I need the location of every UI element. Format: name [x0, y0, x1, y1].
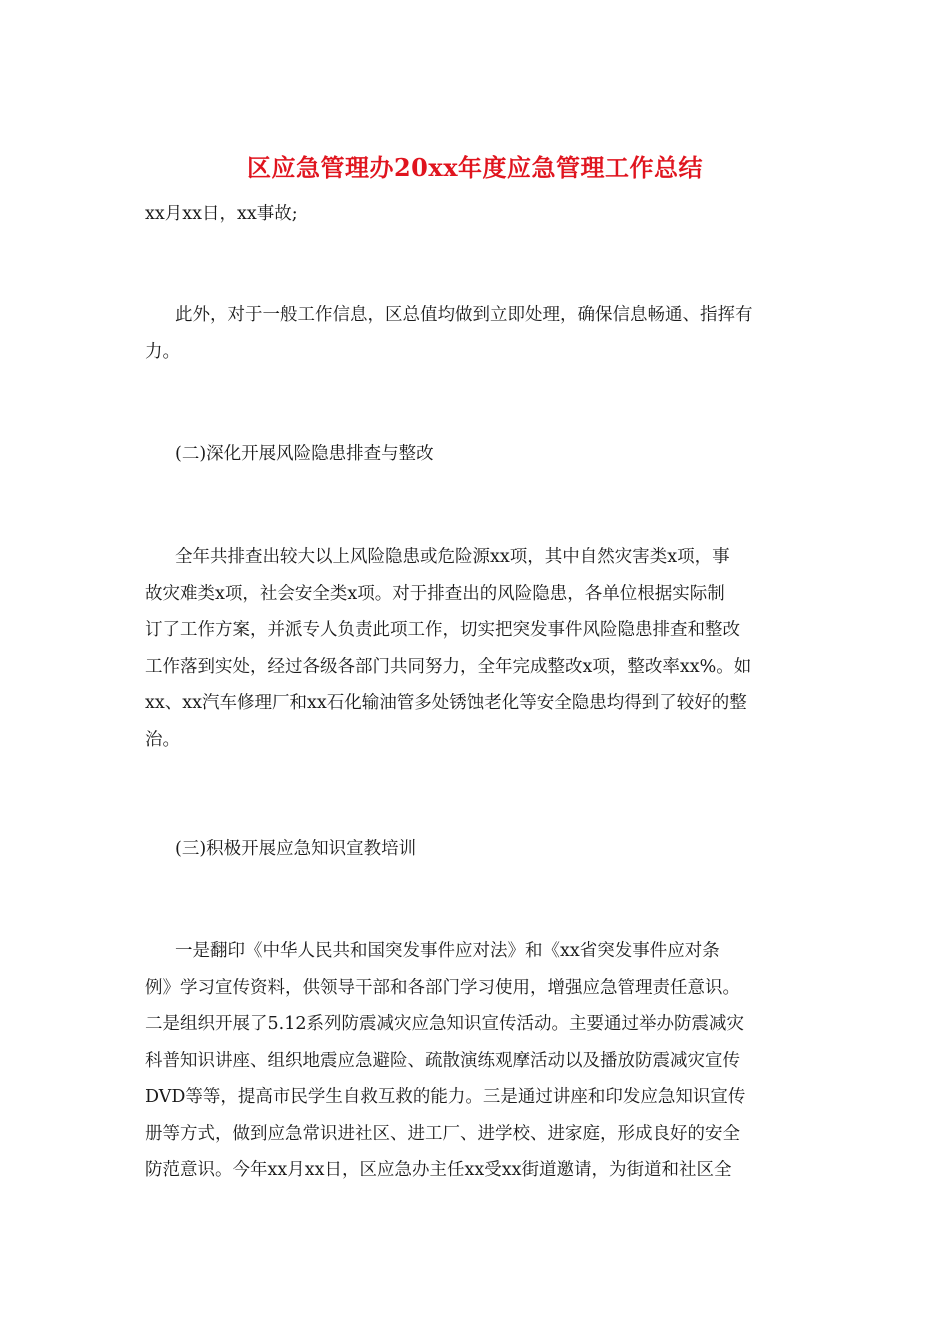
section-heading-2: (二)深化开展风险隐患排查与整改: [175, 444, 434, 464]
document-title: 区应急管理办20xx年度应急管理工作总结: [246, 153, 703, 182]
section-heading-2-block: [145, 436, 810, 473]
paragraph-info: [145, 297, 810, 370]
paragraph-line: 防范意识。今年xx月xx日，区应急办主任xx受xx街道邀请，为街道和社区全: [145, 1160, 732, 1180]
paragraph-line: 故灾难类x项，社会安全类x项。对于排查出的风险隐患，各单位根据实际制: [145, 583, 725, 604]
section-heading-3-block: [145, 831, 810, 868]
paragraph-line: xx、xx汽车修理厂和xx石化输油管多处锈蚀老化等安全隐患均得到了较好的整: [145, 693, 747, 713]
paragraph-line: 此外，对于一般工作信息，区总值均做到立即处理，确保信息畅通、指挥有: [175, 305, 753, 325]
paragraph-risk: [145, 539, 810, 758]
paragraph-line: 订了工作方案，并派专人负责此项工作，切实把突发事件风险隐患排查和整改: [145, 620, 740, 640]
paragraph-line: 二是组织开展了5.12系列防震减灾应急知识宣传活动。主要通过举办防震减灾: [145, 1014, 744, 1034]
paragraph-line: 力。: [145, 341, 180, 362]
intro-line-block: [145, 196, 810, 233]
paragraph-line: 科普知识讲座、组织地震应急避险、疏散演练观摩活动以及播放防震减灾宣传: [145, 1050, 740, 1071]
paragraph-line: 全年共排查出较大以上风险隐患或危险源xx项，其中自然灾害类x项，事: [175, 547, 730, 567]
paragraph-training: [145, 933, 810, 1189]
section-heading-3: (三)积极开展应急知识宣教培训: [175, 839, 417, 859]
paragraph-line: 一是翻印《中华人民共和国突发事件应对法》和《xx省突发事件应对条: [175, 941, 720, 961]
paragraph-line: DVD等等，提高市民学生自救互救的能力。三是通过讲座和印发应急知识宣传: [145, 1087, 746, 1107]
paragraph-line: 例》学习宣传资料，供领导干部和各部门学习使用，增强应急管理责任意识。: [145, 977, 740, 998]
paragraph-line: 治。: [145, 729, 180, 750]
paragraph-line: 册等方式，做到应急常识进社区、进工厂、进学校、进家庭，形成良好的安全: [145, 1123, 740, 1144]
intro-line: xx月xx日，xx事故;: [145, 204, 298, 224]
paragraph-line: 工作落到实处，经过各级各部门共同努力，全年完成整改x项，整改率xx%。如: [145, 656, 752, 677]
